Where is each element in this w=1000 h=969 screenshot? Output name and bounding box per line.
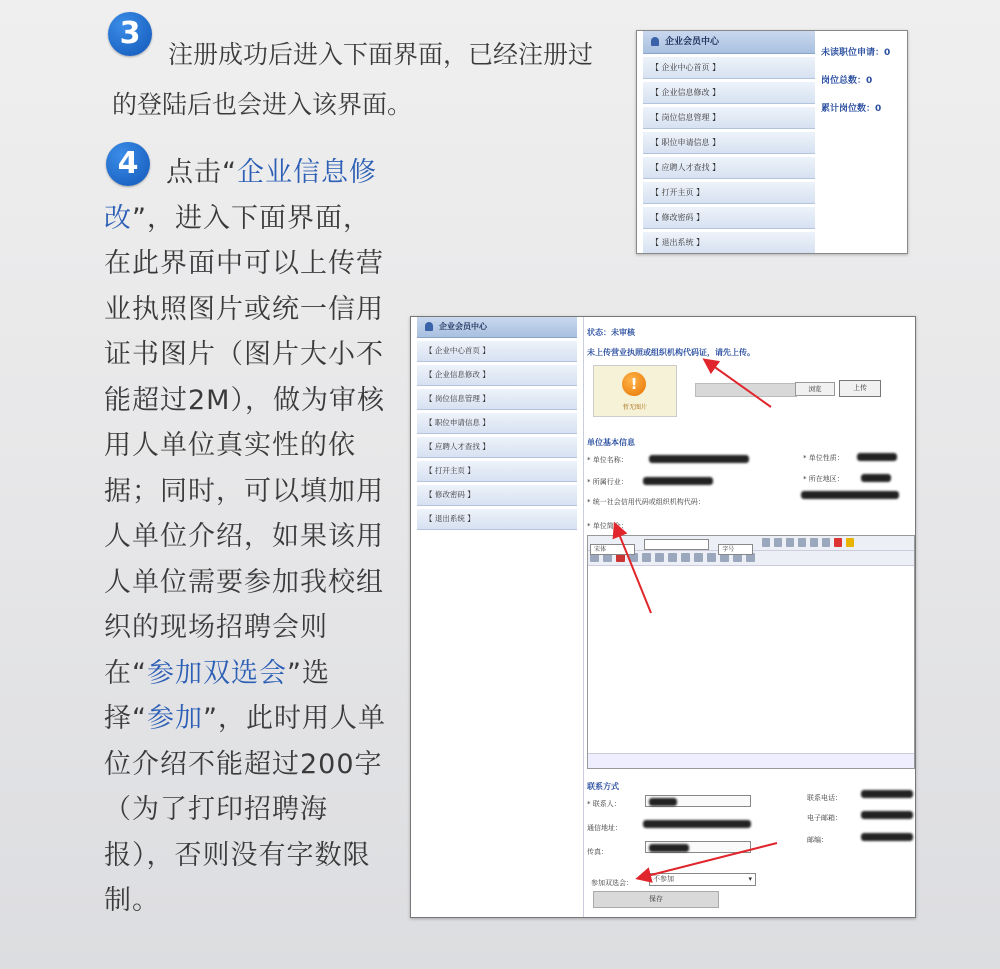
sidebar-item-password[interactable]: 【 修改密码 】 xyxy=(643,207,815,229)
arrow-to-intro xyxy=(617,529,651,613)
warning-icon: ! xyxy=(622,372,646,396)
label-phone: 联系电话： xyxy=(807,794,842,802)
step-3-line2: 的登陆后也会进入该界面。 xyxy=(112,90,413,119)
step-4-link-enterprise-info: 企业信息修改 xyxy=(104,157,377,234)
label-company-intro: * 单位简介： xyxy=(587,522,628,530)
label-region: * 所在地区： xyxy=(803,475,844,483)
chevron-down-icon: ▾ xyxy=(748,875,752,883)
step-3-line1: 注册成功后进入下面界面，已经注册过 xyxy=(168,40,594,69)
step-4-badge: 4 xyxy=(106,142,150,186)
step-3-text xyxy=(112,30,612,130)
sidebar-item-edit-info[interactable]: 【 企业信息修改 】 xyxy=(417,365,577,386)
label-industry: * 所属行业： xyxy=(587,478,628,486)
label-company-nature: * 单位性质： xyxy=(803,454,844,462)
label-email: 电子邮箱： xyxy=(807,814,842,822)
section-basic-info: 单位基本信息 xyxy=(587,438,635,447)
sidebar-item-logout[interactable]: 【 退出系统 】 xyxy=(643,232,815,254)
sidebar-item-talent-search[interactable]: 【 应聘人才查找 】 xyxy=(417,437,577,458)
label-fax: 传真： xyxy=(587,848,608,856)
sidebar-item-job-manage[interactable]: 【 岗位信息管理 】 xyxy=(417,389,577,410)
sidebar-item-homepage[interactable]: 【 打开主页 】 xyxy=(643,182,815,204)
job-fair-value: 不参加 xyxy=(653,875,674,883)
sidebar-item-edit-info[interactable]: 【 企业信息修改 】 xyxy=(643,82,815,104)
sidebar-item-home[interactable]: 【 企业中心首页 】 xyxy=(417,341,577,362)
step-4-mid: ”，进入下面界面，在此界面中可以上传营业执照图片或统一信用证书图片（图片大小不能超过2M），做为审核用人单位真实性的依据；同时，可以填加用人单位介绍，如果该用人单位需要参加我校组织的现场招聘会则在“ xyxy=(104,202,385,689)
sidebar-item-password[interactable]: 【 修改密码 】 xyxy=(417,485,577,506)
sidebar-header-label-2: 企业会员中心 xyxy=(439,322,487,331)
browse-button[interactable]: 浏览 xyxy=(795,382,835,396)
arrow-to-job-fair xyxy=(643,843,777,877)
stat-total-jobs: 岗位总数：0 xyxy=(821,76,873,86)
step-4-mid2: ”选择“ xyxy=(104,657,330,734)
stat-cumulative-jobs: 累计岗位数：0 xyxy=(821,104,882,114)
stat-unread-applications: 未读职位申请：0 xyxy=(821,48,891,58)
label-job-fair: 参加双选会： xyxy=(591,879,633,887)
review-status: 状态：未审核 xyxy=(587,328,635,337)
upload-button[interactable]: 上传 xyxy=(839,380,881,397)
step-4-link-attend: 参加 xyxy=(147,703,203,734)
step-4-link-job-fair: 参加双选会 xyxy=(147,657,287,689)
sidebar-item-homepage[interactable]: 【 打开主页 】 xyxy=(417,461,577,482)
sidebar-item-job-manage[interactable]: 【 岗位信息管理 】 xyxy=(643,107,815,129)
annotation-arrows xyxy=(411,317,915,917)
sidebar-item-talent-search[interactable]: 【 应聘人才查找 】 xyxy=(643,157,815,179)
sidebar-item-applications[interactable]: 【 职位申请信息 】 xyxy=(643,132,815,154)
upload-notice: 未上传营业执照或组织机构代码证，请先上传。 xyxy=(587,348,755,357)
font-size-select[interactable]: 字号 xyxy=(718,544,753,555)
sidebar-item-logout[interactable]: 【 退出系统 】 xyxy=(417,509,577,530)
section-contact: 联系方式 xyxy=(587,782,619,791)
label-company-name: * 单位名称： xyxy=(587,456,628,464)
stats-panel xyxy=(821,45,890,129)
sidebar-item-applications[interactable]: 【 职位申请信息 】 xyxy=(417,413,577,434)
user-icon xyxy=(651,37,659,46)
step-4-text xyxy=(104,150,394,924)
sidebar-header-label: 企业会员中心 xyxy=(665,37,720,47)
image-caption: 暂无图片 xyxy=(622,404,647,411)
sidebar-menu xyxy=(643,31,815,254)
label-address: 通信地址： xyxy=(587,824,622,832)
label-credit-code: * 统一社会信用代码或组织机构代码： xyxy=(587,498,705,506)
font-family-select[interactable]: 宋体 xyxy=(590,544,635,555)
sidebar-header xyxy=(643,31,815,54)
arrow-to-notice xyxy=(709,363,771,407)
step-3-badge: 3 xyxy=(108,12,152,56)
label-zip: 邮编： xyxy=(807,836,828,844)
sidebar-item-home[interactable]: 【 企业中心首页 】 xyxy=(643,57,815,79)
step-4-post: ”，此时用人单位介绍不能超过200字（为了打印招聘海报），否则没有字数限制。 xyxy=(104,703,386,916)
screenshot-edit-info xyxy=(410,316,916,918)
step-4-pre: 点击“ xyxy=(166,157,237,188)
label-contact-person: * 联系人： xyxy=(587,800,621,808)
save-button[interactable]: 保存 xyxy=(593,891,719,908)
screenshot-member-center xyxy=(636,30,908,254)
